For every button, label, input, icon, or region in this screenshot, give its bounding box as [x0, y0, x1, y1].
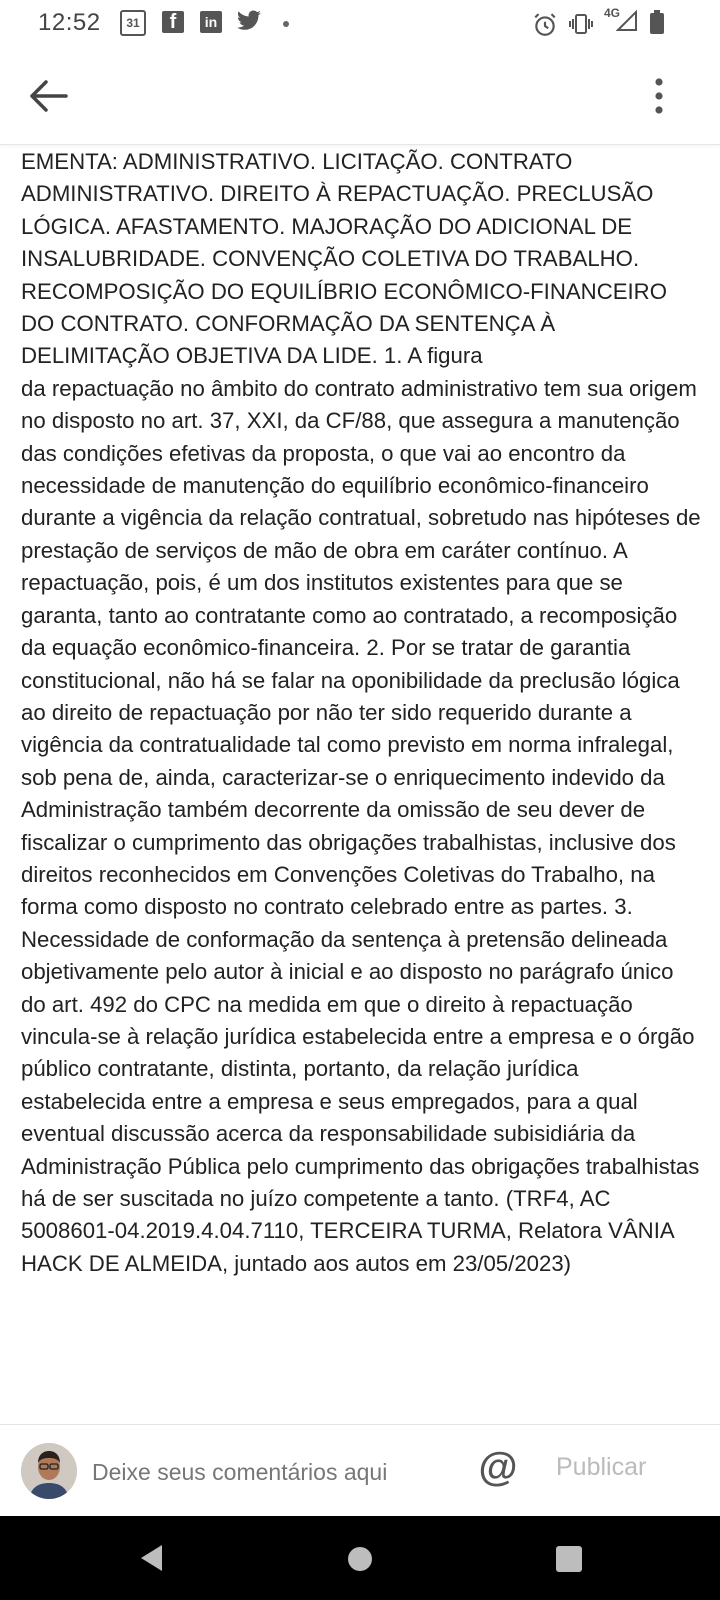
vibrate-icon — [568, 12, 594, 36]
nav-back-icon[interactable] — [138, 1543, 164, 1578]
alarm-icon — [532, 12, 558, 38]
post-text: EMENTA: ADMINISTRATIVO. LICITAÇÃO. CONTRATO ADMINISTRATIVO. DIREITO À REPACTUAÇÃO. PRECLUSÃO LÓGICA. AFASTAMENTO. MAJORAÇÃO DO ADICIONAL DE INSALUBRIDADE. CONVENÇÃO COLETIVA DO TRABALHO. RECOMPOSIÇÃO DO EQUILÍBRIO ECONÔMICO-FINANCEIRO DO CONTRATO. CONFORMAÇÃO DA SENTENÇA À DELIMITAÇÃO OBJETIVA DA LIDE. 1. A figura da repactuação no âmbito do contrato administrativo tem sua origem no disposto no art. 37, XXI, da CF/88, que assegura a manutenção das condições efetivas da proposta, o que vai ao encontro da necessidade de manutenção do equilíbrio econômico-financeiro durante a vigência da relação contratual, sobretudo nas hipóteses de prestação de serviços de mão de obra em caráter contínuo. A repactuação, pois, é um dos institutos existentes para que se garanta, tanto ao contratante como ao contratado, a recomposição da equação econômico-financeira. 2. Por se tratar de garantia constitucional, não há se falar na oponibilidade da preclusão lógica ao direito de repactuação por não ter sido requerido durante a vigência da contratualidade tal como previsto em norma infralegal, sob pena de, ainda, caracterizar-se o enriquecimento indevido da Administração também decorrente da omissão de seu dever de fiscalizar o cumprimento das obrigações trabalhistas, inclusive dos direitos reconhecidos em Convenções Coletivas do Trabalho, na forma como disposto no contrato celebrado entre as partes. 3. Necessidade de conformação da sentença à pretensão delineada objetivamente pelo autor à inicial e ao disposto no parágrafo único do art. 492 do CPC na medida em que o direito à repactuação vincula-se à relação jurídica estabelecida entre a empresa e o órgão público contratante, distinta, portanto, da relação jurídica estabelecida entre a empresa e seus empregados, para a qual eventual discussão acerca da responsabilidade subisidiária da Administração Pública pelo cumprimento das obrigações trabalhistas há de ser suscitada no juízo competente a tanto. (TRF4, AC 5008601-04.2019.4.04.7110, TERCEIRA TURMA, Relatora VÂNIA HACK DE ALMEIDA, juntado aos autos em 23/05/2023) — [21, 149, 701, 1276]
battery-icon — [650, 10, 664, 34]
status-bar — [0, 0, 720, 48]
more-vert-icon[interactable] — [652, 76, 666, 116]
app-bar — [0, 48, 720, 145]
arrow-left-icon[interactable] — [28, 78, 68, 114]
calendar-icon: 31 — [120, 10, 146, 36]
nav-recents-icon[interactable] — [556, 1546, 582, 1572]
signal-icon — [616, 10, 638, 32]
publish-button[interactable]: Publicar — [556, 1453, 647, 1481]
facebook-icon: f — [162, 11, 184, 33]
twitter-icon — [236, 10, 262, 32]
nav-home-icon[interactable] — [348, 1547, 372, 1571]
linkedin-icon: in — [200, 11, 222, 33]
system-nav-bar — [0, 1516, 720, 1600]
notification-dot-icon — [283, 21, 289, 27]
network-type: 4G — [604, 6, 621, 20]
post-content — [21, 146, 701, 1422]
comment-input[interactable] — [90, 1451, 454, 1493]
comment-bar — [0, 1425, 720, 1515]
user-avatar — [21, 1443, 77, 1499]
mention-button[interactable]: @ — [478, 1445, 518, 1489]
status-time: 12:52 — [38, 9, 101, 36]
